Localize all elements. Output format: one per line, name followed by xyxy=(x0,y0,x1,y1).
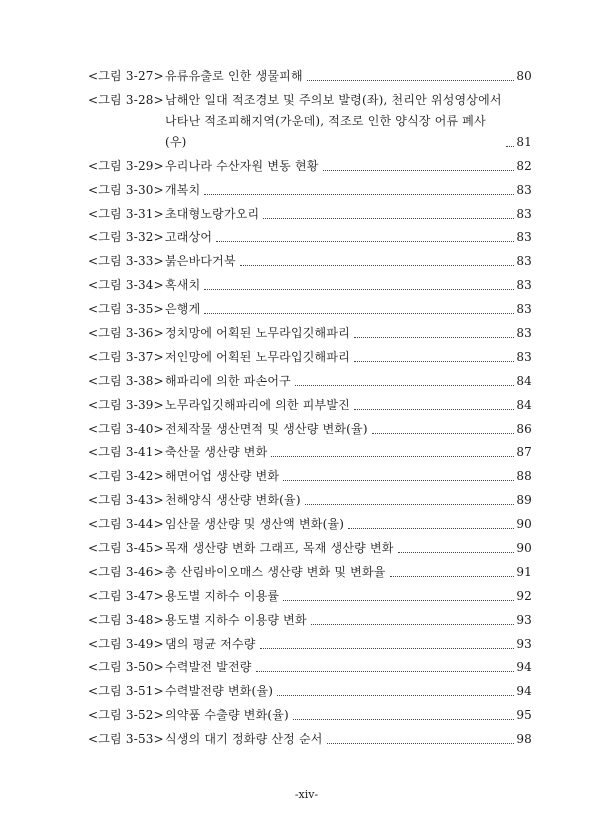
figure-title: 축산물 생산량 변화 xyxy=(165,445,268,460)
entry-body xyxy=(165,156,532,177)
figure-title: 의약품 수출량 변화(율) xyxy=(165,708,289,723)
figure-title: 은행게 xyxy=(165,302,201,317)
figure-number: <그림 3-32> xyxy=(88,230,164,245)
figure-title: 노무라입깃해파리에 의한 피부발진 xyxy=(165,397,350,412)
figure-title: 전체작물 생산면적 및 생산량 변화(율) xyxy=(165,421,368,436)
figure-number: <그림 3-33> xyxy=(88,254,164,269)
dot-leader xyxy=(240,265,515,266)
figure-number: <그림 3-39> xyxy=(88,397,164,412)
toc-entry xyxy=(88,514,532,535)
dot-leader xyxy=(271,456,514,457)
entry-body xyxy=(165,514,532,535)
page-ref: 82 xyxy=(516,158,532,173)
dot-leader xyxy=(305,504,515,505)
entry-body xyxy=(165,466,532,487)
entry-body xyxy=(165,634,532,655)
figure-title: 개복치 xyxy=(165,182,201,197)
figure-title: 용도별 지하수 이용량 변화 xyxy=(165,612,307,627)
figure-title: 정치망에 어획된 노무라입깃해파리 xyxy=(165,326,350,341)
toc-entry xyxy=(88,227,532,248)
entry-body xyxy=(165,538,532,559)
dot-leader xyxy=(307,80,515,81)
dot-leader xyxy=(354,361,514,362)
toc-entry xyxy=(88,251,532,272)
dot-leader xyxy=(204,289,514,290)
toc-entry xyxy=(88,634,532,655)
entry-body xyxy=(165,180,532,201)
page-ref: 84 xyxy=(516,373,532,388)
page-ref: 81 xyxy=(516,134,532,149)
figure-number: <그림 3-38> xyxy=(88,373,164,388)
figure-number: <그림 3-52> xyxy=(88,708,164,723)
toc-entry xyxy=(88,180,532,201)
dot-leader xyxy=(277,695,514,696)
entry-body xyxy=(165,90,532,153)
entry-body xyxy=(165,562,532,583)
dot-leader xyxy=(311,624,515,625)
entry-body xyxy=(165,395,532,416)
entry-body xyxy=(165,347,532,368)
dot-leader xyxy=(506,146,514,147)
figure-title: 임산물 생산량 및 생산액 변화(율) xyxy=(165,517,345,532)
figure-number: <그림 3-46> xyxy=(88,564,164,579)
figure-number: <그림 3-51> xyxy=(88,684,164,699)
dot-leader xyxy=(204,313,514,314)
page-ref: 98 xyxy=(516,732,532,747)
page-ref: 83 xyxy=(516,182,532,197)
dot-leader xyxy=(323,170,515,171)
figure-title: 총 산림바이오매스 생산량 변화 및 변화율 xyxy=(165,564,386,579)
entry-body xyxy=(165,490,532,511)
entry-body xyxy=(165,204,532,225)
figure-title: 천해양식 생산량 변화(율) xyxy=(165,493,301,508)
page-ref: 83 xyxy=(516,254,532,269)
entry-body xyxy=(165,227,532,248)
page-ref: 83 xyxy=(516,278,532,293)
entry-body xyxy=(165,681,532,702)
dot-leader xyxy=(293,719,514,720)
figure-title: 저인망에 어획된 노무라입깃해파리 xyxy=(165,349,350,364)
toc-entry xyxy=(88,586,532,607)
toc-entry xyxy=(88,66,532,87)
entry-body xyxy=(165,371,532,392)
toc-entry xyxy=(88,395,532,416)
dot-leader xyxy=(295,385,514,386)
page-ref: 90 xyxy=(516,541,532,556)
page-ref: 94 xyxy=(516,660,532,675)
dot-leader xyxy=(398,552,515,553)
figure-title: 목재 생산량 변화 그래프, 목재 생산량 변화 xyxy=(165,541,394,556)
figure-title: 수력발전량 변화(율) xyxy=(165,684,274,699)
entry-body xyxy=(165,610,532,631)
page-ref: 91 xyxy=(516,564,532,579)
figure-number: <그림 3-41> xyxy=(88,445,164,460)
page-ref: 83 xyxy=(516,349,532,364)
dot-leader xyxy=(256,671,515,672)
dot-leader xyxy=(260,648,515,649)
toc-entry xyxy=(88,729,532,750)
figure-title: 용도별 지하수 이용률 xyxy=(165,588,280,603)
toc-entry xyxy=(88,657,532,678)
figure-number: <그림 3-42> xyxy=(88,469,164,484)
figure-title: 남해안 일대 적조경보 및 주의보 발령(좌), 천리안 위성영상에서 나타난 적조피해지역(가운데), 적조로 인한 양식장 어류 폐사(우) xyxy=(165,92,502,149)
figure-number: <그림 3-37> xyxy=(88,349,164,364)
figure-number: <그림 3-35> xyxy=(88,302,164,317)
entry-body xyxy=(165,442,532,463)
page-ref: 83 xyxy=(516,206,532,221)
dot-leader xyxy=(263,218,514,219)
dot-leader xyxy=(354,337,514,338)
dot-leader xyxy=(327,743,515,744)
page-ref: 90 xyxy=(516,517,532,532)
figure-number: <그림 3-30> xyxy=(88,182,164,197)
figure-title: 유류유출로 인한 생물피해 xyxy=(165,69,303,83)
dot-leader xyxy=(372,433,515,434)
dot-leader xyxy=(216,241,514,242)
toc-entry xyxy=(88,275,532,296)
table-of-figures xyxy=(88,66,532,753)
page-ref: 83 xyxy=(516,230,532,245)
page-ref: 95 xyxy=(516,708,532,723)
page-ref: 92 xyxy=(516,588,532,603)
toc-entry xyxy=(88,705,532,726)
figure-title: 식생의 대기 정화량 산정 순서 xyxy=(165,732,323,747)
entry-body xyxy=(165,419,532,440)
toc-entry xyxy=(88,442,532,463)
figure-number: <그림 3-44> xyxy=(88,517,164,532)
entry-body xyxy=(165,705,532,726)
figure-number: <그림 3-45> xyxy=(88,541,164,556)
dot-leader xyxy=(390,576,515,577)
figure-title: 댐의 평균 저수량 xyxy=(165,636,256,651)
figure-title: 수력발전 발전량 xyxy=(165,660,252,675)
dot-leader xyxy=(354,409,514,410)
figure-number: <그림 3-36> xyxy=(88,326,164,341)
figure-title: 해파리에 의한 파손어구 xyxy=(165,373,291,388)
figure-title: 우리나라 수산자원 변동 현황 xyxy=(165,158,319,173)
figure-title: 초대형노랑가오리 xyxy=(165,206,260,221)
toc-entry xyxy=(88,538,532,559)
page-number: -xiv- xyxy=(294,788,319,801)
dot-leader xyxy=(283,480,514,481)
page-ref: 80 xyxy=(516,69,532,83)
toc-entry xyxy=(88,466,532,487)
figure-number: <그림 3-34> xyxy=(88,278,164,293)
figure-number: <그림 3-29> xyxy=(88,158,164,173)
figure-title: 해면어업 생산량 변화 xyxy=(165,469,280,484)
figure-number: <그림 3-48> xyxy=(88,612,164,627)
page-ref: 87 xyxy=(516,445,532,460)
page-ref: 83 xyxy=(516,326,532,341)
entry-body xyxy=(165,251,532,272)
entry-body xyxy=(165,66,532,87)
toc-entry xyxy=(88,347,532,368)
entry-body xyxy=(165,323,532,344)
page-ref: 88 xyxy=(516,469,532,484)
figure-title: 고래상어 xyxy=(165,230,213,245)
figure-number: <그림 3-47> xyxy=(88,588,164,603)
entry-body xyxy=(165,299,532,320)
page-ref: 84 xyxy=(516,397,532,412)
figure-number: <그림 3-49> xyxy=(88,636,164,651)
entry-body xyxy=(165,657,532,678)
page-ref: 89 xyxy=(516,493,532,508)
entry-body xyxy=(165,275,532,296)
toc-entry xyxy=(88,323,532,344)
figure-title: 혹새치 xyxy=(165,278,201,293)
toc-entry xyxy=(88,490,532,511)
figure-number: <그림 3-28> xyxy=(88,92,164,107)
page-ref: 86 xyxy=(516,421,532,436)
figure-number: <그림 3-43> xyxy=(88,493,164,508)
toc-entry xyxy=(88,562,532,583)
dot-leader xyxy=(283,600,514,601)
entry-body xyxy=(165,586,532,607)
figure-number: <그림 3-50> xyxy=(88,660,164,675)
toc-entry xyxy=(88,371,532,392)
toc-entry xyxy=(88,204,532,225)
dot-leader xyxy=(204,194,514,195)
page-ref: 93 xyxy=(516,612,532,627)
entry-body xyxy=(165,729,532,750)
toc-entry xyxy=(88,299,532,320)
page-ref: 93 xyxy=(516,636,532,651)
toc-entry xyxy=(88,681,532,702)
page-ref: 94 xyxy=(516,684,532,699)
page-ref: 83 xyxy=(516,302,532,317)
figure-number: <그림 3-53> xyxy=(88,732,164,747)
toc-entry xyxy=(88,90,532,153)
toc-entry xyxy=(88,156,532,177)
figure-title: 붉은바다거북 xyxy=(165,254,236,269)
toc-entry xyxy=(88,610,532,631)
toc-entry xyxy=(88,419,532,440)
figure-number: <그림 3-31> xyxy=(88,206,164,221)
dot-leader xyxy=(348,528,514,529)
figure-number: <그림 3-40> xyxy=(88,421,164,436)
figure-number: <그림 3-27> xyxy=(88,69,164,83)
